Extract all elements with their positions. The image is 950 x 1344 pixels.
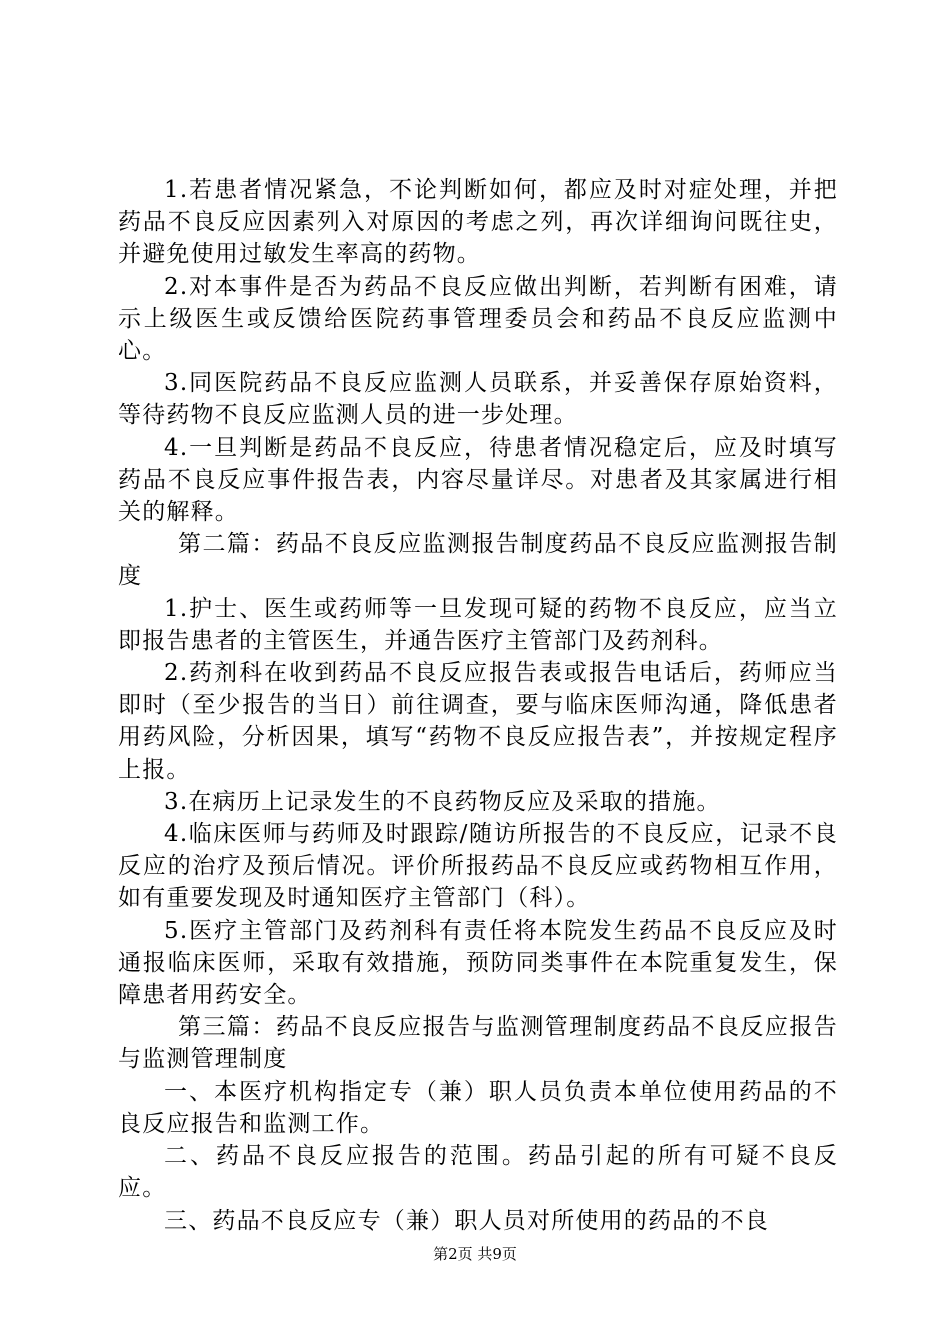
section-heading-3: 第三篇：药品不良反应报告与监测管理制度药品不良反应报告与监测管理制度	[118, 1014, 838, 1073]
paragraph-8: 4.临床医师与药师及时跟踪/随访所报告的不良反应，记录不良反应的治疗及预后情况。评价所报药品不良反应或药物相互作用，如有重要发现及时通知医疗主管部门（科）。	[118, 821, 838, 912]
paragraph-9: 5.医疗主管部门及药剂科有责任将本院发生药品不良反应及时通报临床医师，采取有效措施，预防同类事件在本院重复发生，保障患者用药安全。	[118, 917, 838, 1009]
paragraph-3: 3.同医院药品不良反应监测人员联系，并妥善保存原始资料，等待药物不良反应监测人员的进一步处理。	[118, 370, 838, 429]
paragraph-12: 三、药品不良反应专（兼）职人员对所使用的药品的不良	[164, 1207, 769, 1234]
paragraph-2: 2.对本事件是否为药品不良反应做出判断，若判断有困难，请示上级医生或反馈给医院药事管理委员会和药品不良反应监测中心。	[118, 273, 838, 365]
paragraph-5: 1.护士、医生或药师等一旦发现可疑的药物不良反应，应当立即报告患者的主管医生，并通告医疗主管部门及药剂科。	[118, 595, 838, 654]
section-heading-2: 第二篇：药品不良反应监测报告制度药品不良反应监测报告制度	[118, 531, 838, 590]
paragraph-7: 3.在病历上记录发生的不良药物反应及采取的措施。	[164, 788, 721, 815]
document-body	[118, 174, 838, 1237]
paragraph-1: 1.若患者情况紧急，不论判断如何，都应及时对症处理，并把药品不良反应因素列入对原因的考虑之列，再次详细询问既往史，并避免使用过敏发生率高的药物。	[118, 177, 838, 268]
paragraph-11: 二、药品不良反应报告的范围。药品引起的所有可疑不良反应。	[118, 1143, 838, 1202]
paragraph-4: 4.一旦判断是药品不良反应，待患者情况稳定后，应及时填写药品不良反应事件报告表，内容尽量详尽。对患者及其家属进行相关的解释。	[118, 434, 838, 526]
page-number-footer: 第2页 共9页	[433, 1245, 517, 1263]
paragraph-6: 2.药剂科在收到药品不良反应报告表或报告电话后，药师应当即时（至少报告的当日）前往调查，要与临床医师沟通，降低患者用药风险，分析因果，填写“药物不良反应报告表”，并按规定程序上报。	[118, 660, 838, 783]
paragraph-10: 一、本医疗机构指定专（兼）职人员负责本单位使用药品的不良反应报告和监测工作。	[118, 1078, 838, 1137]
